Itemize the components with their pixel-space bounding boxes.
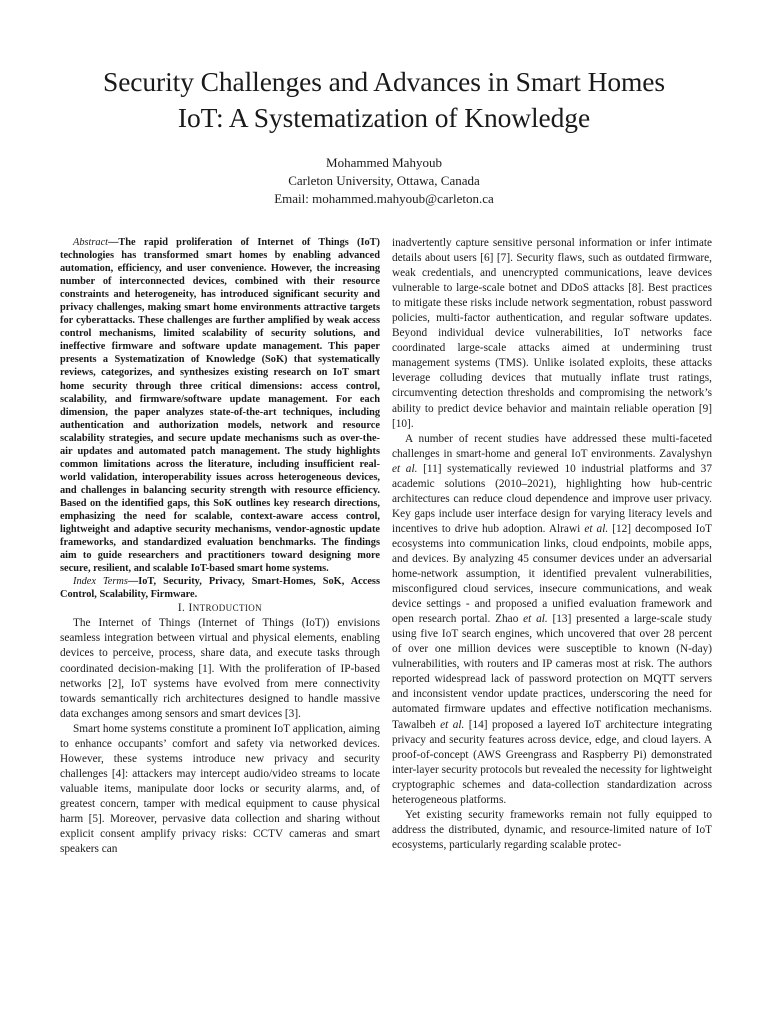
et-al: et al.: [440, 718, 465, 731]
frameworks-paragraph: Yet existing security frameworks remain not fully equipped to address the distributed, dynamic, and resource-limited nature of IoT ecosystems, particularly regarding scalable protec-: [392, 808, 712, 851]
intro-paragraph-1: The Internet of Things (Internet of Things (IoT)) envisions seamless integration between virtual and physical elements, enabling devices to perceive, process, share data, and execute tasks through coordinated decision-making [1]. With the proliferation of IP-based networks [2], IoT systems have evolved from mere connectivity towards semantically rich architectures designed to handle massive data exchanges among sensors and smart devices [3].: [60, 617, 380, 720]
index-terms-text: IoT, Security, Privacy, Smart-Homes, SoK, Access Control, Scalability, Firmware.: [60, 576, 380, 601]
related-text-c: [12] decomposed IoT ecosystems into communication links, cloud endpoints, mobile apps, and devices. By analyzing 45 consumer devices under an adversarial home-network assumption, it identified prevalent vulnerabilities, misconfigured cloud services, insecure communications, and weak device settings - and proposed a unified evaluation framework and open research portal. Zhao: [392, 522, 712, 626]
left-column: [60, 236, 380, 857]
abstract: [60, 236, 380, 601]
right-column: [392, 236, 712, 853]
abstract-dash: —: [108, 237, 119, 248]
author-block: [84, 154, 684, 208]
right-paragraph-continued: inadvertently capture sensitive personal information or infer intimate details about users [6] [7]. Security flaws, such as outdated firmware, weak credentials, and unencrypted communications, leave devices vulnerable to large-scale botnet and DDoS attacks [8]. Best practices to mitigate these risks include network segmentation, robust password policies, multi-factor authentication, and regular software updates. Beyond individual device vulnerabilities, IoT networks face coordinated large-scale attacks aimed at undermining trust management systems (TMS). Unlike isolated exploits, these attacks leverage colluding devices that mutually inflate trust ratings, circumventing detection thresholds and compromising the network’s ability to predict device behavior and maintain reliable operation [9] [10].: [392, 237, 712, 430]
abstract-paragraph: [60, 236, 380, 575]
section-heading-introduction: [60, 601, 380, 616]
et-al: et al.: [523, 613, 548, 626]
title-line-2: IoT: A Systematization of Knowledge: [177, 102, 591, 133]
related-work-paragraph: [392, 432, 712, 808]
index-terms-dash: —: [127, 576, 139, 588]
section-numeral: I.: [177, 602, 186, 615]
abstract-lead: Abstract: [73, 237, 109, 248]
intro-paragraph-2: Smart home systems constitute a prominent IoT application, aiming to enhance occupants’ comfort and safety via networked devices. However, these systems introduce new privacy and security challenges [4]: attackers may intercept audio/video streams to locate valuable items, manipulate door locks or security alarms, and, of greatest concern, tamper with medical equipment to cause physical harm [5]. Moreover, pervasive data collection and sharing without explicit consent amplify privacy risks: CCTV cameras and smart speakers can: [60, 722, 380, 856]
related-text-d: [13] presented a large-scale study using five IoT search engines, which uncovered that over 28 percent of over one million devices were susceptible to known (N-day) vulnerabilities, with routers and IP cameras most at risk. The authors reported widespread lack of password protection on MQTT servers and inconsistent vendor update practices, underscoring the need for automated firmware updates and effective notification mechanisms. Tawalbeh: [392, 613, 712, 731]
et-al: et al.: [392, 462, 418, 475]
et-al: et al.: [584, 522, 609, 535]
section-title-rest: NTRODUCTION: [192, 603, 263, 614]
index-terms: [60, 575, 380, 601]
section-title-first: I: [188, 602, 193, 615]
title-line-1: Security Challenges and Advances in Smart Homes: [103, 66, 665, 97]
author-affiliation: Carleton University, Ottawa, Canada: [288, 173, 480, 188]
related-text-b: [11] systematically reviewed 10 industrial platforms and 37 academic solutions (2010–2021), highlighting how hub-centric architectures can reduce cloud dependence and improve user privacy. Key gaps include user interface design for varying literacy levels and incentives to drive hub adoption. Alrawi: [392, 462, 712, 535]
abstract-text: The rapid proliferation of Internet of Things (IoT) technologies has transformed smart homes by enabling advanced automation, efficiency, and user convenience. However, the increasing number of interconnected devices, combined with their resource constraints and heterogeneity, has introduced significant security and privacy challenges, making smart home environments attractive targets for cyberattacks. These challenges are further amplified by weak access control mechanisms, limited scalability of security solutions, and ineffective firmware and software update management. This paper presents a Systematization of Knowledge (SoK) that systematically reviews, categorizes, and synthesizes existing research on IoT smart home security through three critical dimensions: access control, scalability, and firmware/software update management. For each dimension, the paper analyzes state-of-the-art techniques, including authentication and authorization models, network and resource scalability strategies, and secure update mechanisms such as over-the-air updates and automated patch management. The study highlights common limitations across the literature, including insufficient real-world validation, interoperability issues across heterogeneous devices, and challenges in balancing security strength with resource efficiency. Based on the identified gaps, this SoK outlines key research directions, emphasizing the need for scalable, context-aware access control, lightweight and adaptive security mechanisms, vendor-agnostic update frameworks, and standardized evaluation benchmarks. The findings aim to guide researchers and practitioners toward designing more secure, resilient, and scalable IoT-based smart home systems.: [60, 237, 380, 575]
author-name: Mohammed Mahyoub: [326, 155, 442, 170]
related-text-a: A number of recent studies have addressed these multi-faceted challenges in smart-home and general IoT environments. Zavalyshyn: [392, 432, 712, 460]
related-text-e: [14] proposed a layered IoT architecture integrating privacy and security features across device, edge, and cloud layers. A proof-of-concept (AWS Greengrass and Raspberry Pi) demonstrated inter-layer security protocols but revealed the necessity for lightweight cryptographic schemes and data-collection standardization across heterogeneous platforms.: [392, 718, 712, 806]
paper-title: [40, 64, 728, 136]
author-email: Email: mohammed.mahyoub@carleton.ca: [274, 191, 494, 206]
index-terms-lead: Index Terms: [73, 576, 128, 588]
